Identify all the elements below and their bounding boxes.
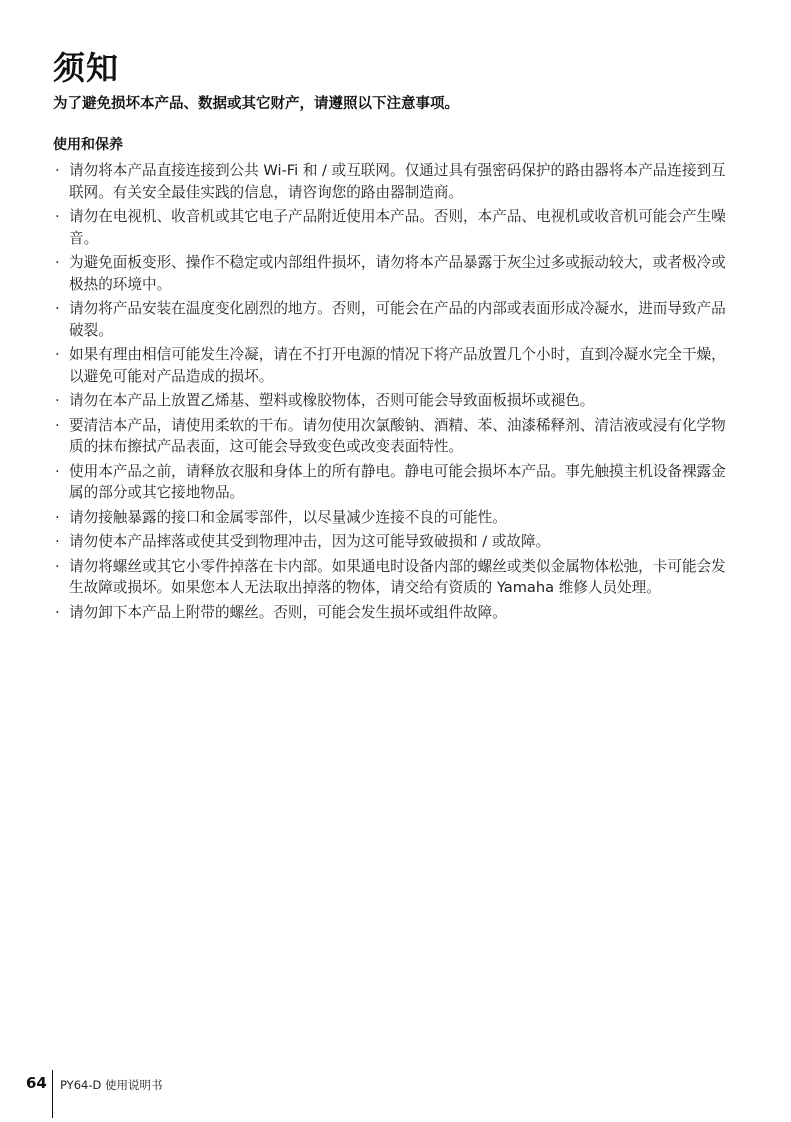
list-item-text: 请勿卸下本产品上附带的螺丝。否则，可能会发生损坏或组件故障。	[69, 603, 507, 621]
list-item	[53, 160, 733, 203]
bullet: ·	[55, 557, 60, 575]
bullet: ·	[55, 508, 60, 526]
list-item	[53, 252, 733, 295]
list-item-text: 为避免面板变形、操作不稳定或内部组件损坏，请勿将本产品暴露于灰尘过多或振动较大，或者极冷或极热的环境中。	[69, 254, 726, 293]
bullet: ·	[55, 416, 60, 434]
bullet: ·	[55, 392, 60, 409]
page-number: 64	[26, 1074, 47, 1092]
bullet: ·	[55, 300, 60, 317]
footer-divider	[52, 1070, 53, 1118]
list-item	[53, 461, 733, 504]
list-item-text: 请勿将本产品直接连接到公共 Wi-Fi 和 / 或互联网。仅通过具有强密码保护的路由器将本产品连接到互联网。有关安全最佳实践的信息，请咨询您的路由器制造商。	[69, 162, 726, 201]
section-heading: 使用和保养	[53, 137, 123, 153]
list-item	[53, 206, 733, 249]
bullet: ·	[55, 162, 60, 179]
list-item-text: 请勿使本产品摔落或使其受到物理冲击，因为这可能导致破损和 / 或故障。	[69, 533, 551, 550]
list-item	[53, 602, 733, 624]
bullet: ·	[55, 603, 60, 621]
list-item-text: 请勿在电视机、收音机或其它电子产品附近使用本产品。否则，本产品、电视机或收音机可能会产生噪音。	[69, 208, 726, 247]
list-item-text: 请勿将产品安装在温度变化剧烈的地方。否则，可能会在产品的内部或表面形成冷凝水，进而导致产品破裂。	[69, 300, 726, 339]
list-item-text: 使用本产品之前，请释放衣服和身体上的所有静电。静电可能会损坏本产品。事先触摸主机设备裸露金属的部分或其它接地物品。	[69, 462, 726, 501]
list-item	[53, 531, 733, 553]
list-item	[53, 415, 733, 458]
list-item	[53, 556, 733, 599]
bullet: ·	[55, 462, 60, 480]
bullet: ·	[55, 346, 60, 363]
list-item	[53, 298, 733, 341]
list-item-text: 请勿在本产品上放置乙烯基、塑料或橡胶物体，否则可能会导致面板损坏或褪色。	[69, 392, 595, 409]
list-item	[53, 390, 733, 412]
bullet: ·	[55, 208, 60, 225]
list-item	[53, 507, 733, 529]
list-item-text: 请勿接触暴露的接口和金属零部件，以尽量减少连接不良的可能性。	[69, 508, 507, 526]
list-item	[53, 344, 733, 387]
bullet: ·	[55, 254, 60, 271]
list-item-text: 要清洁本产品，请使用柔软的干布。请勿使用次氯酸钠、酒精、苯、油漆稀释剂、清洁液或浸有化学物质的抹布擦拭产品表面，这可能会导致变色或改变表面特性。	[69, 416, 726, 455]
page-title: 须知	[53, 49, 120, 87]
notice-list	[53, 160, 733, 626]
list-item-text: 请勿将螺丝或其它小零件掉落在卡内部。如果通电时设备内部的螺丝或类似金属物体松弛，卡可能会发生故障或损坏。如果您本人无法取出掉落的物体，请交给有资质的 Yamaha 维修人员处理。	[69, 557, 726, 596]
footer-doc-title: PY64-D 使用说明书	[60, 1078, 163, 1092]
bullet: ·	[55, 533, 60, 550]
page-subtitle: 为了避免损坏本产品、数据或其它财产，请遵照以下注意事项。	[53, 96, 459, 112]
list-item-text: 如果有理由相信可能发生冷凝，请在不打开电源的情况下将产品放置几个小时，直到冷凝水完全干燥，以避免可能对产品造成的损坏。	[69, 346, 726, 385]
